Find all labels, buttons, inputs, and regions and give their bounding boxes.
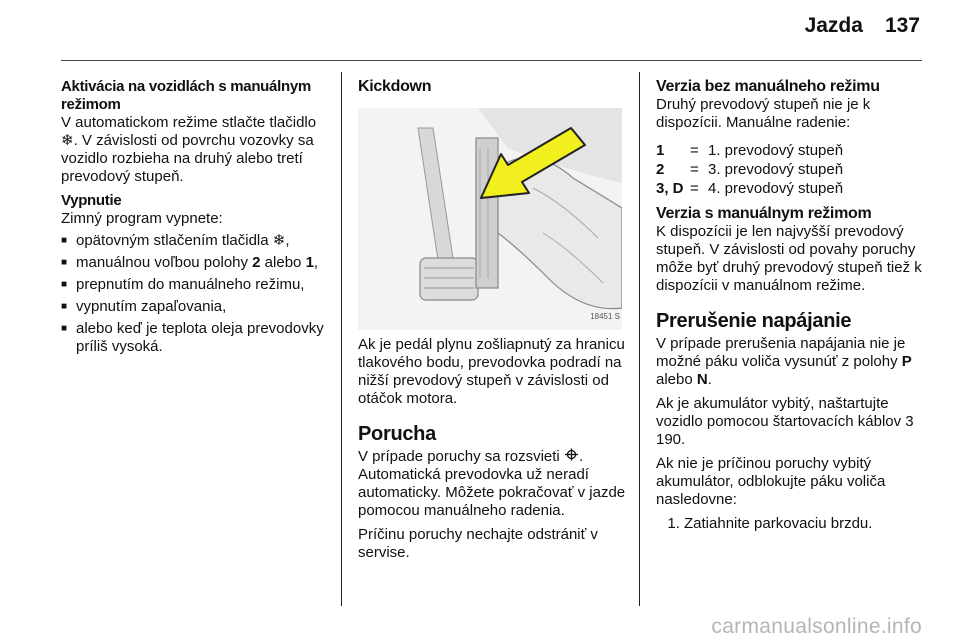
paragraph-deactivation: Zimný program vypnete: — [61, 210, 223, 227]
gear-key: 3, D — [656, 180, 684, 197]
text-span: . V závislosti od povrchu vozovky sa vozidlo rozbieha na druhý alebo tretí prevodový stupeň. — [61, 132, 314, 185]
paragraph-manual: K dispozícii je len najvyšší prevodový stupeň. V závislosti od povahy poruchy môže byť druhý prevodový stupeň tiež k dispozícii v manuálnom režime. — [656, 223, 922, 294]
snowflake-icon: ❄ — [272, 232, 286, 249]
list-item: 1. Zatiahnite parkovaciu brzdu. — [684, 515, 926, 533]
gear-eq: = — [690, 142, 699, 159]
figure-id: 18451 S — [590, 312, 620, 321]
subheading-manual: Verzia s manuálnym režimom — [656, 205, 872, 222]
table-row — [656, 142, 843, 161]
header-rule — [61, 60, 922, 61]
heading-power-interruption: Prerušenie napájanie — [656, 310, 852, 332]
page-header — [805, 14, 920, 38]
paragraph-no-manual: Druhý prevodový stupeň nie je k dispozícii. Manuálne radenie: — [656, 96, 871, 131]
watermark: carmanualsonline.info — [711, 615, 922, 638]
position-label: 1 — [305, 254, 314, 271]
paragraph-battery — [656, 395, 926, 449]
unlock-steps — [656, 515, 926, 533]
section-title: Jazda — [804, 14, 863, 37]
text-span: alebo — [656, 371, 697, 388]
list-item: ■ prepnutím do manuálneho režimu, — [61, 276, 331, 294]
text-span: V prípade prerušenia napájania nie je možné páku voliča vysunúť z polohy — [656, 335, 906, 370]
subheading-no-manual: Verzia bez manuálneho režimu — [656, 78, 880, 95]
paragraph-activation — [61, 114, 331, 186]
table-row — [656, 161, 843, 180]
text-span: alebo — [260, 254, 306, 271]
pedal-drawing — [358, 108, 622, 330]
text-span: , — [285, 232, 290, 249]
deactivation-list — [61, 232, 331, 356]
gear-eq: = — [690, 161, 699, 178]
text-span: . — [707, 371, 712, 388]
page-reference-icon[interactable]: 3 — [905, 413, 914, 430]
text-span: , — [313, 254, 319, 271]
column-divider-1 — [341, 72, 342, 606]
gear-eq: = — [690, 180, 699, 197]
gear-key: 1 — [656, 142, 665, 159]
gear-value: 1. prevodový stupeň — [708, 142, 844, 159]
column-right — [656, 78, 926, 533]
paragraph-kickdown: Ak je pedál plynu zošliapnutý za hranicu tlakového bodu, prevodovka podradí na nižší prevodový stupeň v závislosti od otáčok motora. — [358, 336, 625, 407]
gear-value: 4. prevodový stupeň — [708, 180, 844, 197]
position-label: N — [696, 371, 708, 388]
list-item: ■ alebo keď je teplota oleja prevodovky príliš vysoká. — [61, 320, 331, 356]
list-item: ■ vypnutím zapaľovania, — [61, 298, 331, 316]
snowflake-icon: ❄ — [61, 132, 74, 149]
heading-fault: Porucha — [358, 423, 436, 445]
text-span: V automatickom režime stlačte tlačidlo — [61, 114, 317, 131]
page-number: 137 — [884, 14, 920, 37]
gear-table — [656, 142, 843, 199]
text-span: V prípade poruchy sa rozsvieti — [358, 448, 564, 465]
text-span: opätovným stlačením tlačidla — [76, 232, 273, 249]
text-span: manuálnou voľbou polohy — [76, 254, 253, 271]
gearbox-fault-glyph — [564, 448, 579, 461]
heading-kickdown: Kickdown — [358, 78, 432, 95]
position-label: 2 — [252, 254, 261, 271]
text-span: 190. — [656, 431, 686, 448]
column-divider-2 — [639, 72, 640, 606]
kickdown-illustration — [358, 108, 622, 330]
paragraph-unlock: Ak nie je príčinou poruchy vybitý akumulátor, odblokujte páku voliča nasledovne: — [656, 455, 886, 508]
list-item — [61, 254, 331, 272]
column-middle — [358, 78, 628, 562]
paragraph-fault-service: Príčinu poruchy nechajte odstrániť v servise. — [358, 526, 598, 561]
position-label: P — [901, 353, 912, 370]
table-row — [656, 180, 843, 199]
subheading-deactivation: Vypnutie — [61, 192, 122, 209]
subheading-activation: Aktivácia na vozidlách s manuálnym režimom — [61, 78, 311, 113]
gear-value: 3. prevodový stupeň — [708, 161, 844, 178]
text-span: Ak je akumulátor vybitý, naštartujte vozidlo pomocou štartovacích káblov — [656, 395, 906, 430]
gearbox-fault-icon — [564, 448, 579, 466]
gear-key: 2 — [656, 161, 665, 178]
list-item — [61, 232, 331, 250]
paragraph-power-interruption — [656, 335, 926, 389]
column-left — [61, 78, 331, 360]
paragraph-fault — [358, 448, 628, 520]
text-span: . Automatická prevodovka už neradí automaticky. Môžete pokračovať v jazde pomocou manuálneho radenia. — [358, 448, 626, 519]
